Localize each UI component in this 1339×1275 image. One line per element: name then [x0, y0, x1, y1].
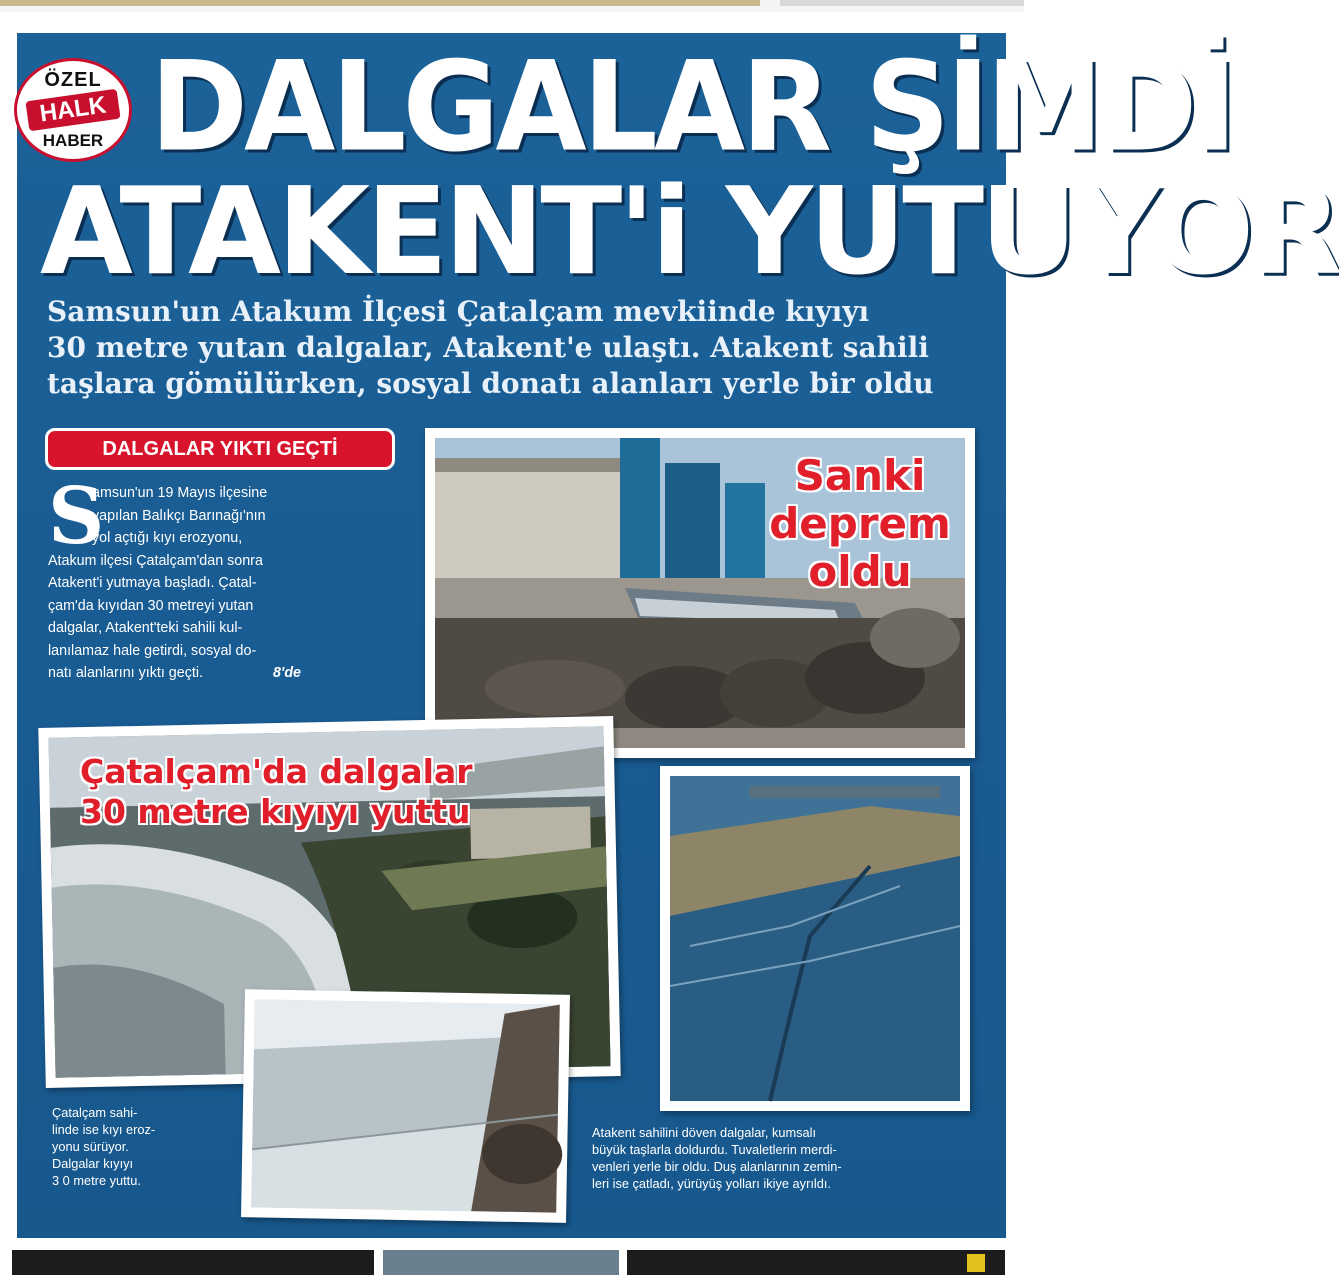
caption-line: 3 0 metre yuttu.: [52, 1173, 141, 1188]
article-line: Atakent'i yutmaya başladı. Çatal-: [48, 575, 257, 591]
overlay-line: Sanki: [794, 451, 926, 500]
drop-cap: S: [48, 471, 105, 562]
overlay-sanki-deprem-oldu: [760, 452, 960, 596]
overlay-line: deprem: [769, 499, 951, 548]
page-reference[interactable]: 8'de: [272, 665, 302, 681]
photo-eroded-walkway: [241, 989, 570, 1223]
overlay-line: Çatalçam'da dalgalar: [80, 752, 473, 791]
photo-illustration: [251, 999, 560, 1212]
photo-eroded-walkway-image: [251, 999, 560, 1212]
badge-middle: HALK: [25, 89, 120, 132]
article-line: yol açtığı kıyı erozyonu,: [92, 530, 243, 546]
deck-subheading: [47, 294, 977, 402]
next-article-photo: [383, 1250, 619, 1275]
deck-line: Samsun'un Atakum İlçesi Çatalçam mevkiinde kıyıyı: [47, 295, 870, 328]
next-articles-strip: [0, 1248, 1024, 1275]
caption-line: venleri yerle bir oldu. Duş alanlarının zemin-: [592, 1159, 842, 1174]
badge-bottom: HABER: [42, 131, 104, 150]
accent-square: [967, 1254, 985, 1272]
article-last-line: natı alanlarını yıktı geçti.: [48, 665, 203, 681]
caption-line: büyük taşlarla doldurdu. Tuvaletlerin merdi-: [592, 1142, 837, 1157]
overlay-line: oldu: [808, 547, 912, 596]
headline-line-2: ATAKENT'i YUTUYOR: [40, 163, 1339, 302]
article-body: [48, 482, 398, 685]
next-article-header-right: [627, 1250, 1005, 1275]
overlay-line: 30 metre kıyıyı yuttu: [80, 792, 471, 831]
article-line: amsun'un 19 Mayıs ilçesine: [92, 485, 268, 501]
caption-line: Dalgalar kıyıyı: [52, 1156, 134, 1171]
ozel-halk-haber-badge: [14, 58, 132, 162]
article-line: [48, 662, 398, 685]
caption-line: Atakent sahilini döven dalgalar, kumsalı: [592, 1125, 817, 1140]
photo-cracked-walkway-image: [670, 776, 960, 1101]
caption-line: yonu sürüyor.: [52, 1139, 129, 1154]
caption-line: Çatalçam sahi-: [52, 1105, 138, 1120]
top-strip: [0, 0, 1024, 12]
photo-cracked-walkway: [660, 766, 970, 1111]
previous-article-edge: [0, 0, 760, 6]
caption-line: linde ise kıyı eroz-: [52, 1122, 156, 1137]
article-line: yapılan Balıkçı Barınağı'nın: [92, 507, 266, 524]
photo-illustration: [670, 776, 960, 1101]
deck-line: taşlara gömülürken, sosyal donatı alanları yerle bir oldu: [47, 367, 934, 400]
article-line: lanılamaz hale getirdi, sosyal do-: [48, 642, 257, 659]
previous-article-edge-right: [780, 0, 1024, 6]
section-label: DALGALAR YIKTI GEÇTİ: [45, 428, 395, 470]
headline-line-1: DALGALAR ŞİMDİ: [150, 33, 1234, 179]
article-line: Atakum ilçesi Çatalçam'dan sonra: [48, 552, 263, 569]
article-line: dalgalar, Atakent'teki sahili kul-: [48, 620, 243, 636]
next-article-header-left: [12, 1250, 374, 1275]
article-line: çam'da kıyıdan 30 metreyi yutan: [48, 597, 254, 614]
deck-line: 30 metre yutan dalgalar, Atakent'e ulaştı. Atakent sahili: [47, 331, 929, 364]
overlay-catalcam-dalgalar: [80, 752, 550, 832]
caption-line: leri ise çatladı, yürüyüş yolları ikiye ayrıldı.: [592, 1176, 831, 1191]
caption-left: [52, 1104, 232, 1189]
caption-right: [592, 1124, 992, 1192]
badge-top: ÖZEL: [44, 69, 102, 91]
